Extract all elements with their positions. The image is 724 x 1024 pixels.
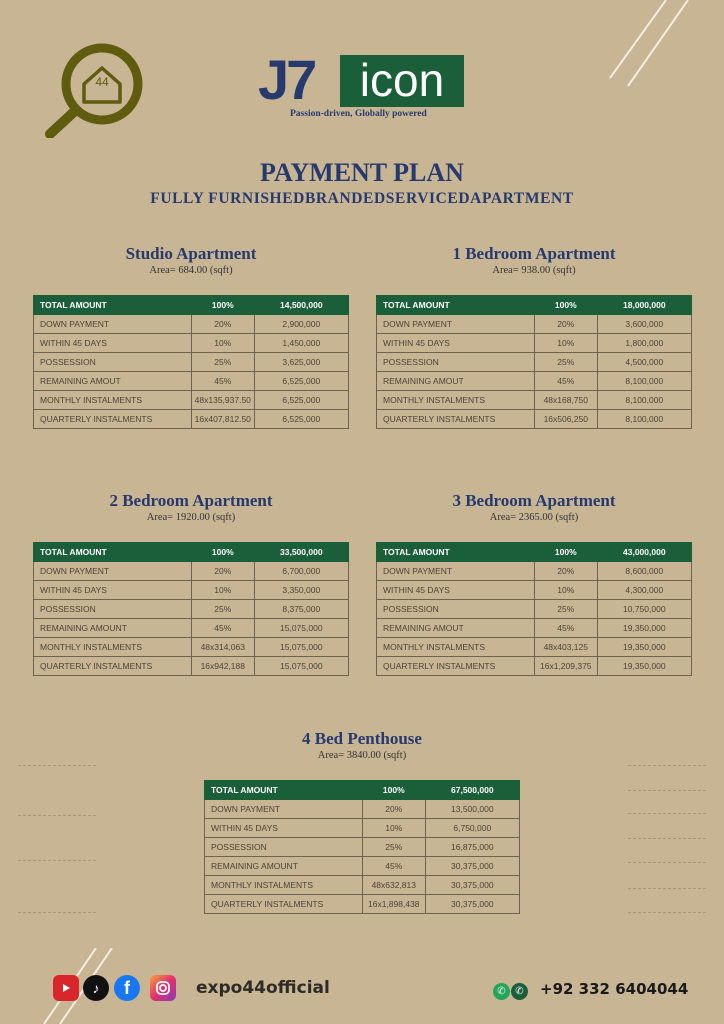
table-row (377, 372, 692, 391)
row-amount: 19,350,000 (597, 619, 691, 638)
decorative-line (18, 765, 96, 766)
table-row (34, 638, 349, 657)
row-label: WITHIN 45 DAYS (377, 334, 535, 353)
row-label: QUARTERLY INSTALMENTS (34, 657, 192, 676)
row-percent: 20% (192, 562, 255, 581)
row-amount: 8,375,000 (254, 600, 348, 619)
row-amount: 3,350,000 (254, 581, 348, 600)
decorative-stripes-top (600, 0, 724, 90)
payment-table (376, 295, 692, 429)
row-amount: 4,300,000 (597, 581, 691, 600)
row-percent: 48x632,813 (363, 876, 426, 895)
payment-table (33, 295, 349, 429)
row-amount: 1,800,000 (597, 334, 691, 353)
table-row (377, 410, 692, 429)
plan-title: 4 Bed Penthouse (302, 729, 422, 748)
row-amount: 15,075,000 (254, 657, 348, 676)
row-percent: 100% (192, 543, 255, 562)
table-header-row (377, 296, 692, 315)
row-percent: 20% (192, 315, 255, 334)
row-label: TOTAL AMOUNT (205, 781, 363, 800)
brand-tagline: Passion-driven, Globally powered (290, 109, 427, 119)
row-percent: 48x314,063 (192, 638, 255, 657)
table-row (34, 562, 349, 581)
row-percent: 25% (192, 353, 255, 372)
table-row (205, 838, 520, 857)
row-label: REMAINING AMOUNT (205, 857, 363, 876)
table-row (34, 600, 349, 619)
plan-block-2-bedroom (33, 491, 349, 676)
row-label: MONTHLY INSTALMENTS (377, 638, 535, 657)
row-percent: 100% (535, 543, 598, 562)
row-label: WITHIN 45 DAYS (34, 581, 192, 600)
row-label: DOWN PAYMENT (377, 562, 535, 581)
row-percent: 10% (363, 819, 426, 838)
row-amount: 15,075,000 (254, 638, 348, 657)
decorative-line (628, 912, 706, 913)
row-amount: 6,700,000 (254, 562, 348, 581)
plan-area: Area= 3840.00 (sqft) (317, 750, 407, 761)
row-percent: 20% (535, 315, 598, 334)
row-percent: 10% (535, 334, 598, 353)
decorative-line (628, 765, 706, 766)
table-header-row (377, 543, 692, 562)
table-row (205, 819, 520, 838)
row-label: DOWN PAYMENT (34, 562, 192, 581)
logo-word: icon (340, 55, 464, 107)
whatsapp-icon[interactable]: ✆ (493, 983, 510, 1000)
row-amount: 10,750,000 (597, 600, 691, 619)
row-percent: 48x135,937.50 (192, 391, 255, 410)
row-percent: 100% (192, 296, 255, 315)
decorative-line (628, 813, 706, 814)
phone-icon[interactable]: ✆ (511, 983, 528, 1000)
brand-logo (258, 48, 468, 122)
row-label: QUARTERLY INSTALMENTS (377, 410, 535, 429)
table-row (377, 353, 692, 372)
row-percent: 45% (192, 619, 255, 638)
row-amount: 67,500,000 (425, 781, 519, 800)
table-row (34, 315, 349, 334)
row-amount: 14,500,000 (254, 296, 348, 315)
row-amount: 16,875,000 (425, 838, 519, 857)
row-percent: 16x506,250 (535, 410, 598, 429)
row-label: POSSESSION (377, 600, 535, 619)
table-row (205, 876, 520, 895)
row-percent: 25% (535, 353, 598, 372)
row-amount: 6,525,000 (254, 391, 348, 410)
table-row (377, 619, 692, 638)
table-row (34, 372, 349, 391)
table-header-row (205, 781, 520, 800)
plan-block-3-bedroom (376, 491, 692, 676)
decorative-line (18, 912, 96, 913)
table-row (205, 800, 520, 819)
table-row (377, 562, 692, 581)
row-amount: 6,525,000 (254, 410, 348, 429)
logo-mark: J7 (258, 48, 315, 111)
plan-title: 1 Bedroom Apartment (452, 244, 616, 263)
table-row (377, 638, 692, 657)
decorative-line (18, 815, 96, 816)
plan-block-1-bedroom (376, 244, 692, 429)
row-label: MONTHLY INSTALMENTS (205, 876, 363, 895)
row-amount: 43,000,000 (597, 543, 691, 562)
row-percent: 100% (363, 781, 426, 800)
plan-title: 2 Bedroom Apartment (109, 491, 273, 510)
table-row (34, 391, 349, 410)
table-row (377, 334, 692, 353)
row-amount: 6,750,000 (425, 819, 519, 838)
decorative-line (628, 838, 706, 839)
table-header-row (34, 296, 349, 315)
row-label: POSSESSION (377, 353, 535, 372)
decorative-line (628, 888, 706, 889)
row-amount: 19,350,000 (597, 638, 691, 657)
logo-badge-number: 44 (95, 75, 109, 89)
row-percent: 48x168,750 (535, 391, 598, 410)
row-label: TOTAL AMOUNT (377, 543, 535, 562)
decorative-line (628, 790, 706, 791)
table-header-row (34, 543, 349, 562)
table-row (34, 581, 349, 600)
row-label: WITHIN 45 DAYS (377, 581, 535, 600)
row-amount: 13,500,000 (425, 800, 519, 819)
row-amount: 6,525,000 (254, 372, 348, 391)
table-row (34, 353, 349, 372)
plan-area: Area= 938.00 (sqft) (492, 265, 576, 276)
row-label: QUARTERLY INSTALMENTS (377, 657, 535, 676)
youtube-icon[interactable] (53, 975, 79, 1001)
row-percent: 45% (363, 857, 426, 876)
table-row (34, 410, 349, 429)
payment-table (33, 542, 349, 676)
tiktok-icon[interactable]: ♪ (83, 975, 109, 1001)
decorative-line (18, 860, 96, 861)
row-percent: 45% (192, 372, 255, 391)
contact-phone[interactable]: +92 332 6404044 (540, 980, 689, 998)
row-label: REMAINING AMOUT (377, 372, 535, 391)
row-percent: 45% (535, 372, 598, 391)
row-amount: 30,375,000 (425, 895, 519, 914)
row-percent: 16x1,898,438 (363, 895, 426, 914)
row-percent: 25% (535, 600, 598, 619)
row-percent: 25% (192, 600, 255, 619)
row-percent: 48x403,125 (535, 638, 598, 657)
decorative-line (628, 862, 706, 863)
row-label: DOWN PAYMENT (205, 800, 363, 819)
social-handle[interactable]: expo44official (196, 978, 330, 998)
row-label: WITHIN 45 DAYS (205, 819, 363, 838)
table-row (34, 657, 349, 676)
table-row (377, 581, 692, 600)
page-title: PAYMENT PLAN (260, 158, 464, 187)
page-subtitle: FULLY FURNISHEDBRANDEDSERVICEDAPARTMENT (150, 190, 574, 207)
plan-title: Studio Apartment (125, 244, 257, 263)
row-amount: 30,375,000 (425, 876, 519, 895)
row-percent: 16x1,209,375 (535, 657, 598, 676)
row-amount: 1,450,000 (254, 334, 348, 353)
row-label: QUARTERLY INSTALMENTS (34, 410, 192, 429)
row-label: POSSESSION (205, 838, 363, 857)
row-percent: 10% (535, 581, 598, 600)
plan-area: Area= 2365.00 (sqft) (489, 512, 579, 523)
row-percent: 10% (192, 581, 255, 600)
table-row (34, 619, 349, 638)
row-label: POSSESSION (34, 353, 192, 372)
row-label: REMAINING AMOUT (34, 372, 192, 391)
row-percent: 25% (363, 838, 426, 857)
row-label: REMAINING AMOUNT (34, 619, 192, 638)
row-percent: 16x407,812.50 (192, 410, 255, 429)
plan-title: 3 Bedroom Apartment (452, 491, 616, 510)
row-amount: 3,600,000 (597, 315, 691, 334)
table-row (377, 657, 692, 676)
row-amount: 15,075,000 (254, 619, 348, 638)
plan-area: Area= 1920.00 (sqft) (146, 512, 236, 523)
row-label: MONTHLY INSTALMENTS (377, 391, 535, 410)
row-amount: 8,100,000 (597, 410, 691, 429)
row-percent: 16x942,188 (192, 657, 255, 676)
row-label: MONTHLY INSTALMENTS (34, 638, 192, 657)
row-amount: 3,625,000 (254, 353, 348, 372)
table-row (205, 895, 520, 914)
row-amount: 4,500,000 (597, 353, 691, 372)
row-amount: 2,900,000 (254, 315, 348, 334)
table-row (34, 334, 349, 353)
row-label: TOTAL AMOUNT (34, 543, 192, 562)
row-label: TOTAL AMOUNT (377, 296, 535, 315)
facebook-icon[interactable]: f (114, 975, 140, 1001)
row-amount: 30,375,000 (425, 857, 519, 876)
row-percent: 20% (363, 800, 426, 819)
table-row (377, 600, 692, 619)
row-percent: 45% (535, 619, 598, 638)
row-amount: 8,100,000 (597, 391, 691, 410)
instagram-icon[interactable] (150, 975, 176, 1001)
row-amount: 33,500,000 (254, 543, 348, 562)
row-amount: 8,600,000 (597, 562, 691, 581)
row-label: QUARTERLY INSTALMENTS (205, 895, 363, 914)
row-percent: 20% (535, 562, 598, 581)
payment-table (204, 780, 520, 914)
row-amount: 19,350,000 (597, 657, 691, 676)
row-label: DOWN PAYMENT (377, 315, 535, 334)
row-label: DOWN PAYMENT (34, 315, 192, 334)
table-row (377, 391, 692, 410)
row-amount: 18,000,000 (597, 296, 691, 315)
row-amount: 8,100,000 (597, 372, 691, 391)
row-percent: 100% (535, 296, 598, 315)
row-label: POSSESSION (34, 600, 192, 619)
plan-block-penthouse (204, 729, 520, 914)
table-row (377, 315, 692, 334)
row-percent: 10% (192, 334, 255, 353)
row-label: WITHIN 45 DAYS (34, 334, 192, 353)
payment-table (376, 542, 692, 676)
row-label: TOTAL AMOUNT (34, 296, 192, 315)
row-label: MONTHLY INSTALMENTS (34, 391, 192, 410)
row-label: REMAINING AMOUT (377, 619, 535, 638)
plan-area: Area= 684.00 (sqft) (149, 265, 233, 276)
plan-block-studio (33, 244, 349, 429)
table-row (205, 857, 520, 876)
